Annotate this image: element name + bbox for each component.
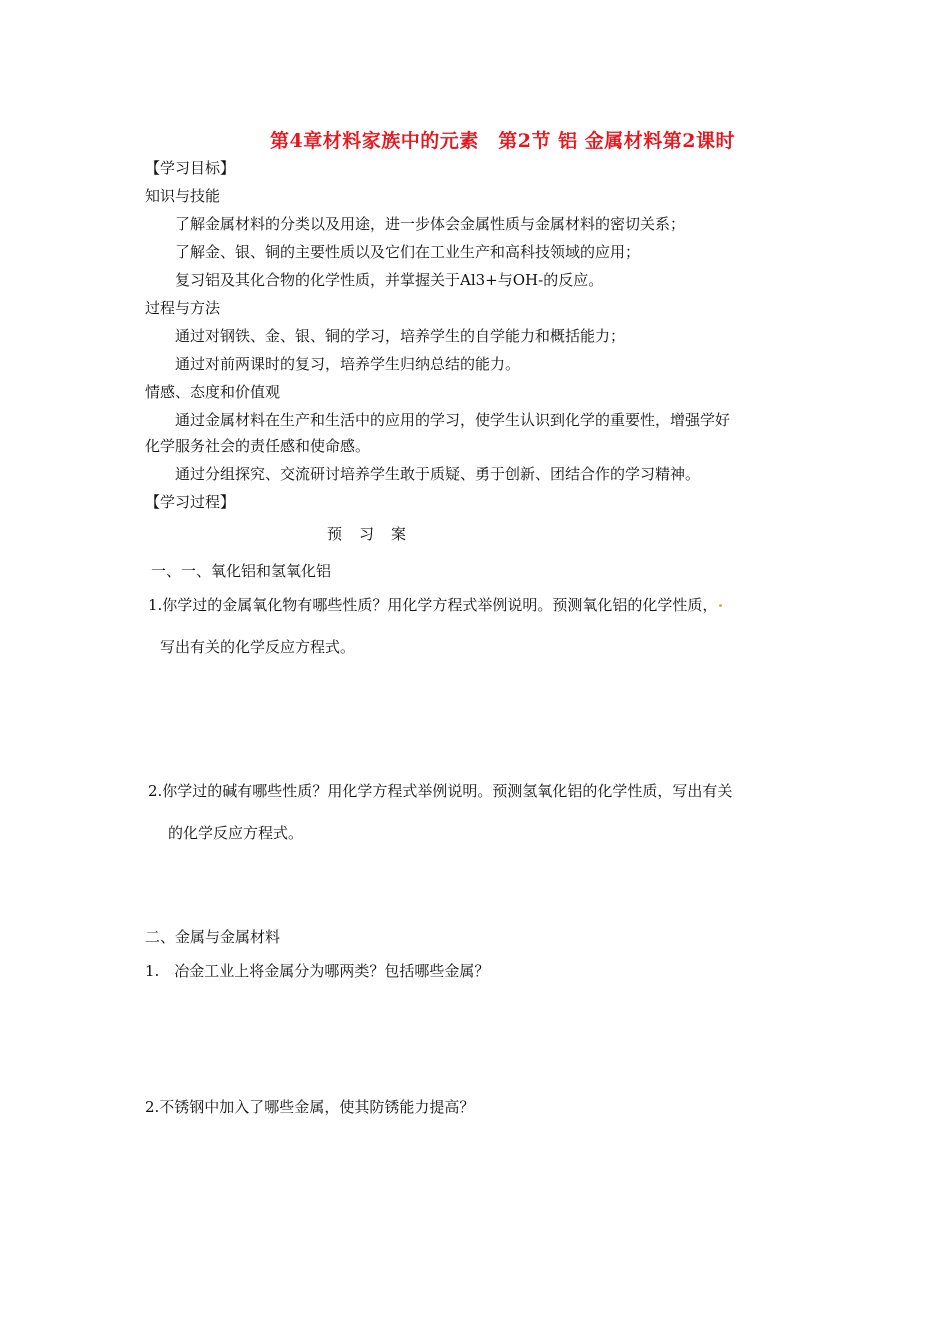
objectives-header: 【学习目标】 xyxy=(145,159,236,177)
process-header: 过程与方法 xyxy=(145,299,221,317)
question-2-line-1: 2.你学过的碱有哪些性质？用化学方程式举例说明。预测氢氧化铝的化学性质，写出有关 xyxy=(148,782,733,800)
knowledge-item-1: 了解金属材料的分类以及用途，进一步体会金属性质与金属材料的密切关系； xyxy=(175,215,686,233)
part2-header: 二、金属与金属材料 xyxy=(145,928,281,946)
process-item-2: 通过对前两课时的复习，培养学生归纳总结的能力。 xyxy=(175,355,521,373)
document-title: 第4章材料家族中的元素 第2节 铝 金属材料第2课时 xyxy=(270,130,735,152)
part1-header: 一、一、氧化铝和氢氧化铝 xyxy=(151,562,332,580)
emotion-header: 情感、态度和价值观 xyxy=(145,383,281,401)
stray-mark xyxy=(719,604,722,607)
knowledge-header: 知识与技能 xyxy=(145,187,221,205)
question-2-line-2: 的化学反应方程式。 xyxy=(168,824,304,842)
process-item-1: 通过对钢铁、金、银、铜的学习，培养学生的自学能力和概括能力； xyxy=(175,327,626,345)
preview-title: 预 习 案 xyxy=(327,525,408,543)
learning-process-header: 【学习过程】 xyxy=(145,493,236,511)
knowledge-item-2: 了解金、银、铜的主要性质以及它们在工业生产和高科技领域的应用； xyxy=(175,243,641,261)
emotion-item-2: 通过分组探究、交流研讨培养学生敢于质疑、勇于创新、团结合作的学习精神。 xyxy=(175,465,701,483)
emotion-item-1-cont: 化学服务社会的责任感和使命感。 xyxy=(145,437,371,455)
knowledge-item-3: 复习铝及其化合物的化学性质，并掌握关于Al3+与OH-的反应。 xyxy=(175,271,604,289)
question-4: 2.不锈钢中加入了哪些金属，使其防锈能力提高？ xyxy=(145,1098,475,1116)
question-1-line-1: 1.你学过的金属氧化物有哪些性质？用化学方程式举例说明。预测氧化铝的化学性质， xyxy=(148,596,718,614)
question-3: 1. 冶金工业上将金属分为哪两类？包括哪些金属？ xyxy=(145,962,490,980)
question-1-line-2: 写出有关的化学反应方程式。 xyxy=(160,638,356,656)
emotion-item-1: 通过金属材料在生产和生活中的应用的学习，使学生认识到化学的重要性，增强学好 xyxy=(175,411,731,429)
